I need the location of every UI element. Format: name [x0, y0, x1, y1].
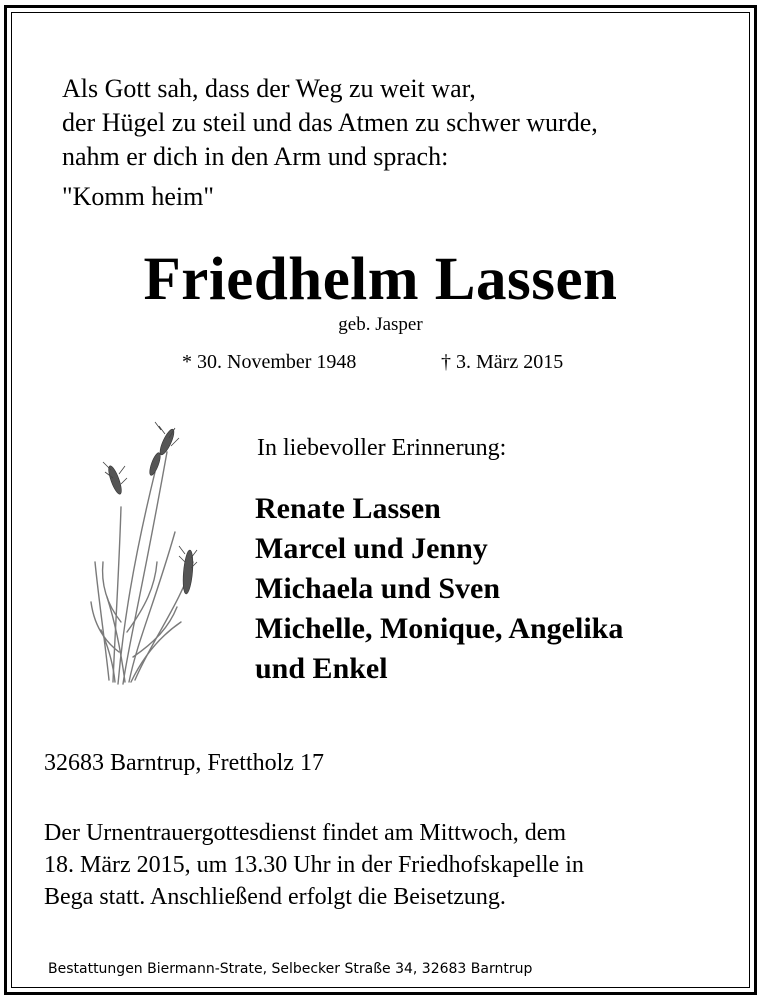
- mourner-name: Michaela und Sven: [255, 572, 501, 605]
- service-line: 18. März 2015, um 13.30 Uhr in der Friedhofskapelle in: [44, 852, 584, 878]
- address: 32683 Barntrup, Frettholz 17: [44, 750, 324, 776]
- mourner-name: und Enkel: [255, 652, 388, 685]
- service-line: Bega statt. Anschließend erfolgt die Beisetzung.: [44, 884, 506, 910]
- wheat-ears-icon: [85, 412, 215, 697]
- funeral-home: Bestattungen Biermann-Strate, Selbecker Straße 34, 32683 Barntrup: [48, 961, 533, 977]
- birth-date: * 30. November 1948: [182, 351, 357, 373]
- mourner-list: [255, 489, 623, 689]
- deceased-name: Friedhelm Lassen: [143, 246, 618, 313]
- mourner-name: Michelle, Monique, Angelika: [255, 612, 624, 645]
- poem-line: Als Gott sah, dass der Weg zu weit war,: [62, 74, 476, 103]
- poem: [62, 72, 598, 214]
- birth-name: geb. Jasper: [338, 314, 423, 335]
- mourner-name: Marcel und Jenny: [255, 532, 488, 565]
- poem-line: nahm er dich in den Arm und sprach:: [62, 142, 449, 171]
- service-notice: [44, 817, 584, 913]
- poem-line: der Hügel zu steil und das Atmen zu schwer wurde,: [62, 108, 598, 137]
- mourner-name: Renate Lassen: [255, 492, 441, 525]
- memory-intro: In liebevoller Erinnerung:: [257, 435, 507, 461]
- service-line: Der Urnentrauergottesdienst findet am Mittwoch, dem: [44, 820, 567, 846]
- death-date: † 3. März 2015: [441, 351, 564, 373]
- poem-quote: "Komm heim": [62, 182, 214, 211]
